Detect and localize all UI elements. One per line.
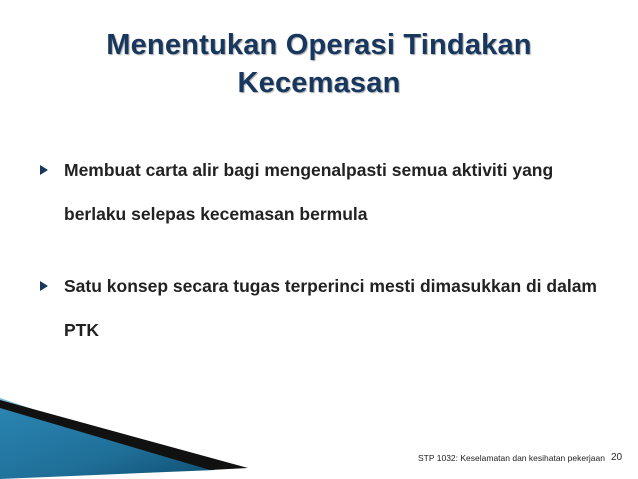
bullet-text: Membuat carta alir bagi mengenalpasti semua aktiviti yang berlaku selepas kecemasan bermula [64,160,554,224]
bullet-item [40,264,600,352]
footer-text: STP 1032: Keselamatan dan kesihatan pekerjaan [418,453,605,463]
slide-title-line-2: Kecemasan [237,67,401,99]
slide-title-line-1: Menentukan Operasi Tindakan [106,29,532,61]
bullet-text: Satu konsep secara tugas terperinci mesti dimasukkan di dalam PTK [64,276,597,340]
bullet-list [40,148,600,352]
bullet-item [40,148,600,236]
bullet-arrow-icon [40,281,48,291]
page-number: 20 [611,452,623,463]
slide-title [40,26,598,102]
bullet-arrow-icon [40,165,48,175]
corner-decoration [0,390,300,479]
